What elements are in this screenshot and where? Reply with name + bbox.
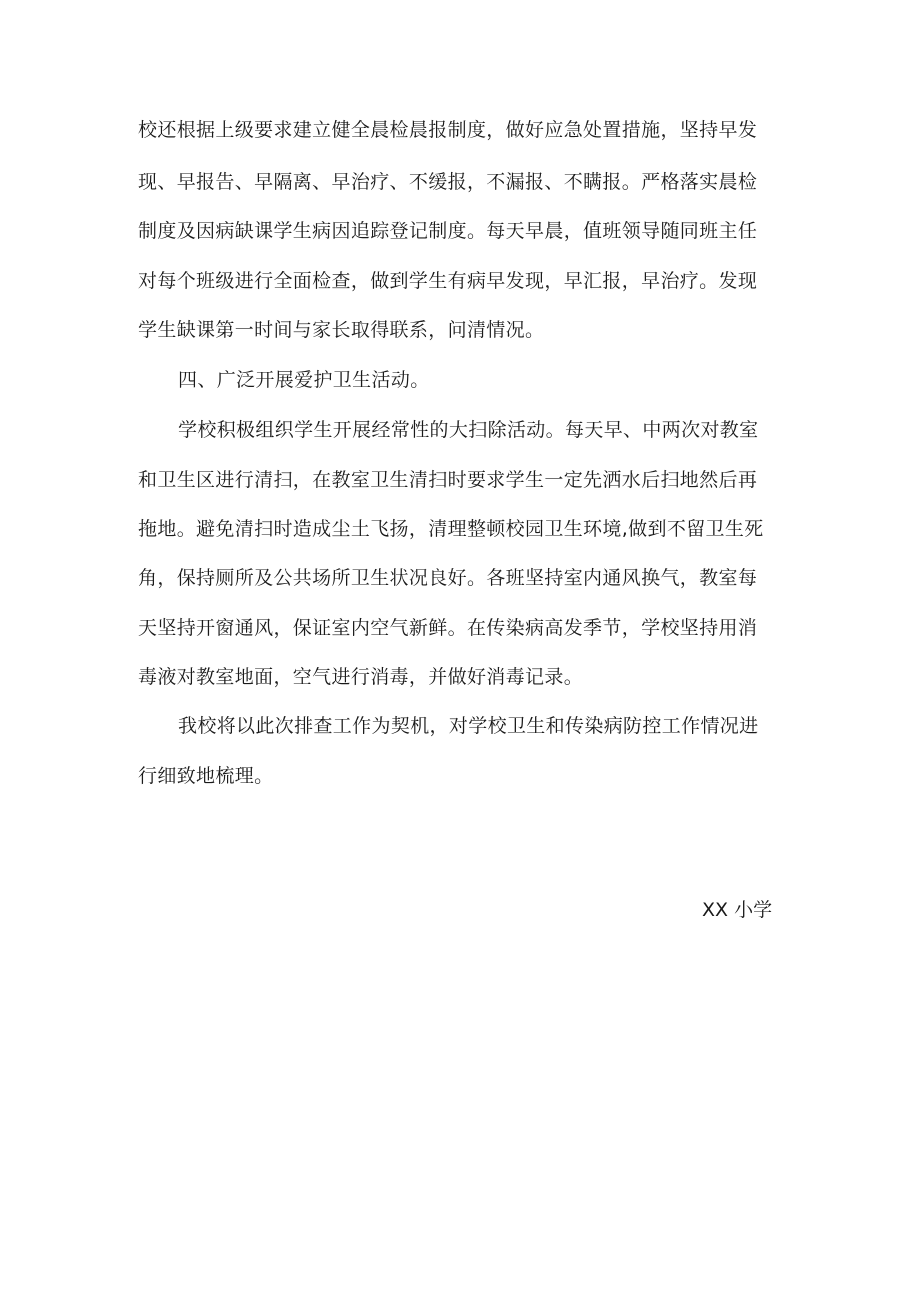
paragraph-1-line: 现、早报告、早隔离、早治疗、不缓报，不漏报、不瞒报。严格落实晨检	[138, 171, 758, 193]
paragraph-2-line: 角，保持厕所及公共场所卫生状况良好。各班坚持室内通风换气，教室每	[138, 567, 758, 589]
paragraph-3-line: 行细致地梳理。	[138, 765, 274, 787]
section-heading: 四、广泛开展爱护卫生活动。	[178, 369, 430, 391]
paragraph-2-line: 毒液对教室地面，空气进行消毒，并做好消毒记录。	[138, 666, 584, 688]
paragraph-1-line: 学生缺课第一时间与家长取得联系，问清情况。	[138, 319, 545, 341]
paragraph-2-line: 和卫生区进行清扫，在教室卫生清扫时要求学生一定先洒水后扫地然后再	[138, 469, 758, 491]
paragraph-2-line: 天坚持开窗通风，保证室内空气新鲜。在传染病高发季节，学校坚持用消	[138, 617, 758, 639]
paragraph-2-line: 学校积极组织学生开展经常性的大扫除活动。每天早、中两次对教室	[178, 419, 759, 441]
paragraph-2-line: 拖地。避免清扫时造成尘土飞扬，清理整顿校园卫生环境,做到不留卫生死	[138, 518, 764, 540]
paragraph-1-line: 制度及因病缺课学生病因追踪登记制度。每天早晨，值班领导随同班主任	[138, 220, 758, 242]
signature-school-name: XX 小学	[702, 899, 773, 921]
paragraph-1-line: 校还根据上级要求建立健全晨检晨报制度，做好应急处置措施，坚持早发	[138, 119, 758, 141]
paragraph-1-line: 对每个班级进行全面检查，做到学生有病早发现，早汇报，早治疗。发现	[138, 270, 758, 292]
paragraph-3-line: 我校将以此次排查工作为契机，对学校卫生和传染病防控工作情况进	[178, 715, 759, 737]
